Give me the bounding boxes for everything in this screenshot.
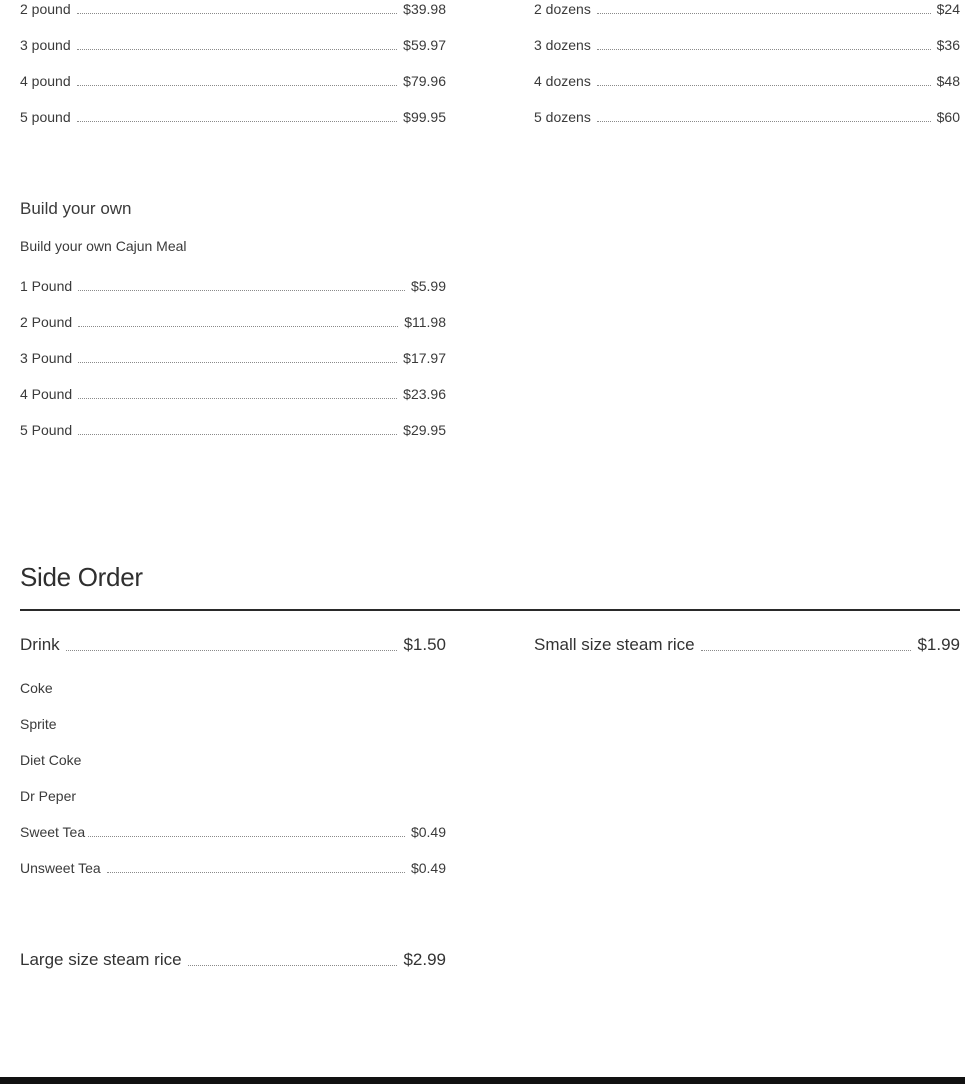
leader-dots xyxy=(188,964,398,966)
tea-label: Sweet Tea xyxy=(20,824,86,840)
menu-item-label: 2 Pound xyxy=(20,314,73,330)
menu-item-label: 3 Pound xyxy=(20,350,73,366)
menu-item-price: $11.98 xyxy=(404,314,446,330)
menu-item-label: 4 Pound xyxy=(20,386,73,402)
leader-dots xyxy=(66,649,398,651)
menu-item-row xyxy=(534,72,960,90)
menu-item-row xyxy=(20,277,446,295)
leader-dots xyxy=(88,835,405,837)
menu-item-label: 3 pound xyxy=(20,37,71,53)
drink-option: Dr Peper xyxy=(20,788,77,804)
small-rice-row xyxy=(534,634,960,656)
menu-item-price: $17.97 xyxy=(403,350,446,366)
tea-price: $0.49 xyxy=(410,860,446,876)
leader-dots xyxy=(597,48,931,50)
menu-item-label: 2 dozens xyxy=(534,1,591,17)
menu-item-price: $60 xyxy=(936,109,960,125)
large-rice-row xyxy=(20,949,446,971)
leader-dots xyxy=(77,84,398,86)
leader-dots xyxy=(78,433,397,435)
leader-dots xyxy=(77,48,398,50)
leader-dots xyxy=(78,361,397,363)
menu-item-price: $5.99 xyxy=(410,278,446,294)
menu-item-price: $39.98 xyxy=(403,1,446,17)
menu-item-row xyxy=(20,349,446,367)
drink-label: Drink xyxy=(20,635,60,654)
menu-item-price: $24 xyxy=(936,1,960,17)
menu-item-row xyxy=(534,0,960,18)
leader-dots xyxy=(701,649,912,651)
menu-item-price: $23.96 xyxy=(403,386,446,402)
drink-option: Diet Coke xyxy=(20,752,82,768)
side-order-heading: Side Order xyxy=(20,562,143,592)
drink-option: Sprite xyxy=(20,716,57,732)
menu-item-price: $99.95 xyxy=(403,109,446,125)
small-rice-label: Small size steam rice xyxy=(534,635,695,654)
menu-item-label: 3 dozens xyxy=(534,37,591,53)
menu-item-label: 4 dozens xyxy=(534,73,591,89)
menu-item-row xyxy=(20,313,446,331)
menu-item-price: $79.96 xyxy=(403,73,446,89)
leader-dots xyxy=(77,120,398,122)
menu-item-price: $59.97 xyxy=(403,37,446,53)
large-rice-label: Large size steam rice xyxy=(20,950,182,969)
menu-item-row xyxy=(20,72,446,90)
menu-item-row xyxy=(20,385,446,403)
menu-item-row xyxy=(20,108,446,126)
leader-dots xyxy=(77,12,398,14)
section-heading: Build your own xyxy=(20,199,132,218)
large-rice-price: $2.99 xyxy=(403,950,446,969)
section-divider xyxy=(20,609,960,611)
tea-row xyxy=(20,823,446,841)
leader-dots xyxy=(107,871,405,873)
menu-item-price: $29.95 xyxy=(403,422,446,438)
menu-item-label: 5 dozens xyxy=(534,109,591,125)
leader-dots xyxy=(597,12,931,14)
section-description: Build your own Cajun Meal xyxy=(20,238,187,254)
menu-item-row xyxy=(20,421,446,439)
small-rice-price: $1.99 xyxy=(917,635,960,654)
menu-item-row xyxy=(534,108,960,126)
footer-bar xyxy=(0,1077,965,1084)
drink-price: $1.50 xyxy=(403,635,446,654)
leader-dots xyxy=(78,289,405,291)
tea-row xyxy=(20,859,446,877)
menu-item-label: 1 Pound xyxy=(20,278,73,294)
leader-dots xyxy=(78,397,397,399)
menu-item-row xyxy=(20,0,446,18)
menu-item-label: 4 pound xyxy=(20,73,71,89)
tea-price: $0.49 xyxy=(410,824,446,840)
menu-item-row xyxy=(534,36,960,54)
leader-dots xyxy=(597,120,931,122)
drink-row xyxy=(20,634,446,656)
tea-label: Unsweet Tea xyxy=(20,860,101,876)
menu-item-price: $36 xyxy=(936,37,960,53)
menu-item-label: 2 pound xyxy=(20,1,71,17)
menu-item-price: $48 xyxy=(936,73,960,89)
menu-item-label: 5 Pound xyxy=(20,422,73,438)
leader-dots xyxy=(597,84,931,86)
drink-option: Coke xyxy=(20,680,53,696)
menu-item-row xyxy=(20,36,446,54)
menu-item-label: 5 pound xyxy=(20,109,71,125)
leader-dots xyxy=(78,325,398,327)
